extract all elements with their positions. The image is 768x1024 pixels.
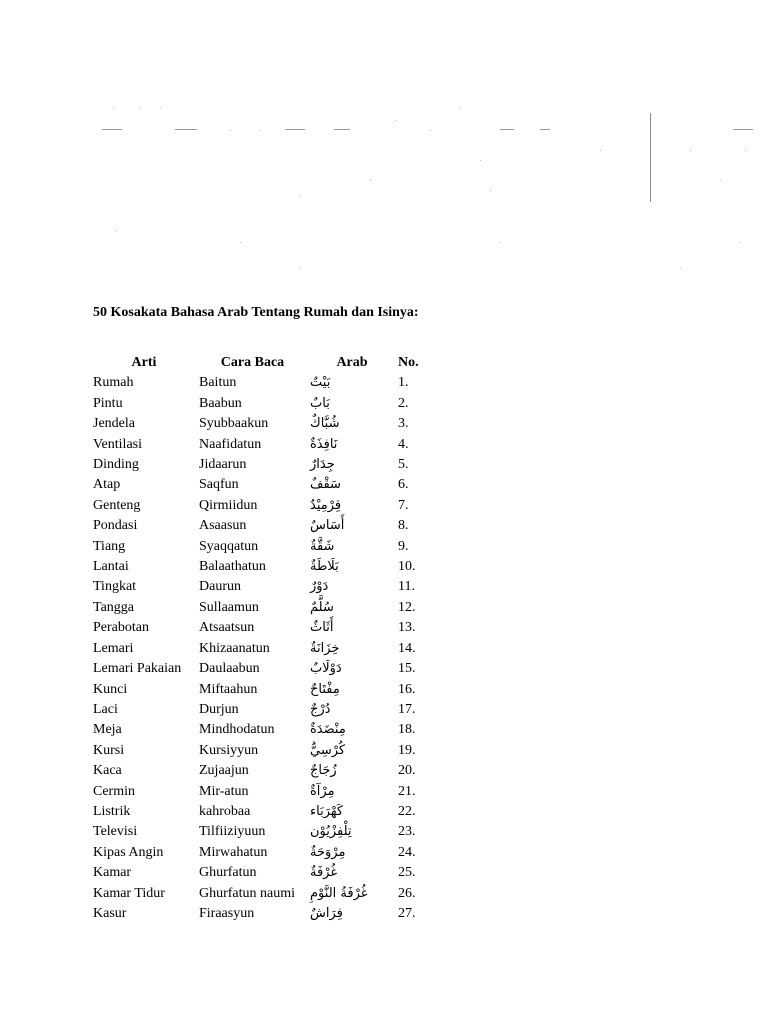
cell-no: 8. (398, 518, 409, 534)
table-row (91, 516, 440, 536)
cell-cara-baca: Kursiyyun (199, 742, 259, 758)
cell-arab: دَوْلَابٌ (310, 661, 342, 677)
cell-arti: Kaca (93, 763, 122, 779)
column-header-cara-baca: Cara Baca (220, 355, 285, 370)
cell-arab: أَثَاثٌ (310, 620, 334, 636)
cell-arab: مِرْآةٌ (310, 783, 335, 799)
table-row (91, 884, 440, 904)
cell-no: 3. (398, 416, 409, 432)
cell-arti: Meja (93, 722, 122, 738)
cell-cara-baca: Durjun (199, 701, 239, 717)
table-row (91, 414, 440, 434)
cell-arab: شُبَّاكٌ (310, 416, 340, 432)
cell-no: 27. (398, 905, 416, 921)
table-row (91, 598, 440, 618)
cell-arti: Tiang (93, 538, 126, 554)
table-row (91, 455, 440, 475)
table-row (91, 782, 440, 802)
table-row (91, 537, 440, 557)
cell-no: 26. (398, 885, 416, 901)
cell-arab: فِرَاشٌ (310, 905, 343, 921)
cell-cara-baca: Atsaatsun (199, 620, 255, 636)
cell-cara-baca: Mirwahatun (199, 844, 268, 860)
cell-cara-baca: Ghurfatun naumi (199, 885, 296, 901)
table-header-row (91, 353, 440, 373)
vocabulary-table (91, 353, 440, 924)
cell-arab: نَافِذَةٌ (310, 436, 338, 452)
cell-arti: Perabotan (93, 620, 149, 636)
cell-arti: Kamar (93, 865, 132, 881)
table-row (91, 639, 440, 659)
cell-no: 15. (398, 661, 416, 677)
cell-cara-baca: Sullaamun (199, 599, 259, 615)
table-body (91, 373, 440, 924)
cell-cara-baca: Qirmiidun (199, 497, 258, 513)
table-row (91, 394, 440, 414)
cell-cara-baca: Syaqqatun (199, 538, 259, 554)
cell-arti: Kipas Angin (93, 844, 164, 860)
table-row (91, 741, 440, 761)
cell-arti: Lemari (93, 640, 134, 656)
cell-arti: Atap (93, 477, 121, 493)
cell-no: 14. (398, 640, 416, 656)
cell-arti: Tingkat (93, 579, 137, 595)
cell-cara-baca: Zujaajun (199, 763, 249, 779)
table-row (91, 435, 440, 455)
cell-arab: دَوْرٌ (310, 579, 329, 595)
cell-arti: Televisi (93, 824, 138, 840)
cell-no: 17. (398, 701, 416, 717)
cell-arab: قِرْمِيْدٌ (310, 497, 342, 513)
cell-arab: غُرْفَةٌ (310, 865, 338, 881)
cell-arab: بَيْتٌ (310, 375, 331, 391)
table-row (91, 577, 440, 597)
cell-arab: مِنْضَدَةٌ (310, 722, 346, 738)
cell-arti: Kasur (93, 905, 127, 921)
cell-arab: سُلَّمٌ (310, 599, 334, 615)
cell-cara-baca: Baabun (199, 395, 242, 411)
cell-arti: Pondasi (93, 518, 138, 534)
cell-arab: كَهْرَبَاء (310, 803, 344, 819)
cell-arab: شَقَّةٌ (310, 538, 335, 554)
cell-cara-baca: Naafidatun (199, 436, 262, 452)
cell-arti: Kursi (93, 742, 125, 758)
cell-cara-baca: Balaathatun (199, 559, 266, 575)
cell-no: 5. (398, 457, 409, 473)
cell-cara-baca: Syubbaakun (199, 416, 269, 432)
table-row (91, 822, 440, 842)
cell-arti: Rumah (93, 375, 134, 391)
cell-no: 2. (398, 395, 409, 411)
cell-no: 25. (398, 865, 416, 881)
cell-arti: Jendela (93, 416, 135, 432)
cell-no: 21. (398, 783, 416, 799)
table-row (91, 680, 440, 700)
cell-arti: Cermin (93, 783, 135, 799)
table-row (91, 373, 440, 393)
table-row (91, 863, 440, 883)
cell-cara-baca: Asaasun (199, 518, 247, 534)
cell-arti: Kunci (93, 681, 128, 697)
column-header-no: No. (398, 355, 419, 370)
table-row (91, 904, 440, 924)
cell-cara-baca: Baitun (199, 375, 237, 391)
cell-no: 18. (398, 722, 416, 738)
cell-cara-baca: Ghurfatun (199, 865, 257, 881)
cell-arab: غُرْفَةُ النَّوْمِ (310, 885, 368, 901)
cell-no: 16. (398, 681, 416, 697)
cell-no: 1. (398, 375, 409, 391)
table-row (91, 761, 440, 781)
cell-no: 6. (398, 477, 409, 493)
cell-cara-baca: Khizaanatun (199, 640, 270, 656)
cell-arti: Listrik (93, 803, 131, 819)
column-header-arab: Arab (336, 355, 368, 370)
table-row (91, 802, 440, 822)
cell-cara-baca: kahrobaa (199, 803, 251, 819)
cell-cara-baca: Daulaabun (199, 661, 260, 677)
cell-cara-baca: Tilfiiziyuun (199, 824, 266, 840)
cell-arti: Lemari Pakaian (93, 661, 182, 677)
table-row (91, 475, 440, 495)
cell-cara-baca: Miftaahun (199, 681, 258, 697)
cell-arti: Laci (93, 701, 118, 717)
cell-no: 20. (398, 763, 416, 779)
cell-arti: Lantai (93, 559, 129, 575)
cell-arab: كُرْسِيٌّ (310, 742, 346, 758)
cell-arti: Kamar Tidur (93, 885, 165, 901)
cell-cara-baca: Daurun (199, 579, 241, 595)
cell-cara-baca: Saqfun (199, 477, 239, 493)
table-row (91, 843, 440, 863)
cell-arti: Ventilasi (93, 436, 142, 452)
column-header-arti: Arti (131, 355, 157, 370)
cell-arab: زُجَاجٌ (310, 763, 337, 779)
cell-arti: Tangga (93, 599, 135, 615)
cell-cara-baca: Mir-atun (199, 783, 249, 799)
cell-no: 11. (398, 579, 415, 595)
cell-no: 12. (398, 599, 416, 615)
cell-no: 7. (398, 497, 409, 513)
cell-cara-baca: Jidaarun (199, 457, 247, 473)
table-row (91, 557, 440, 577)
cell-no: 23. (398, 824, 416, 840)
cell-no: 4. (398, 436, 409, 452)
cell-no: 13. (398, 620, 416, 636)
cell-arti: Pintu (93, 395, 123, 411)
cell-arti: Dinding (93, 457, 139, 473)
cell-arab: بَلَاطَةٌ (310, 559, 339, 575)
cell-arab: مِفْتَاحٌ (310, 681, 340, 697)
cell-arab: مِرْوَحَةٌ (310, 844, 346, 860)
cell-arab: جِدَارٌ (310, 457, 335, 473)
cell-arab: تِلْفِزْيُوْن (310, 824, 352, 840)
cell-no: 19. (398, 742, 416, 758)
cell-cara-baca: Firaasyun (199, 905, 255, 921)
table-row (91, 659, 440, 679)
table-row (91, 496, 440, 516)
cell-arab: بَابٌ (310, 395, 330, 411)
cell-no: 9. (398, 538, 409, 554)
cell-arab: سَقْفٌ (310, 477, 341, 493)
cell-arab: أَسَاسٌ (310, 518, 345, 534)
cell-cara-baca: Mindhodatun (199, 722, 275, 738)
cell-arab: خِزَانَةٌ (310, 640, 340, 656)
cell-no: 24. (398, 844, 416, 860)
page-title: 50 Kosakata Bahasa Arab Tentang Rumah dan Isinya: (93, 305, 419, 320)
cell-no: 10. (398, 559, 416, 575)
table-row (91, 618, 440, 638)
cell-no: 22. (398, 803, 416, 819)
cell-arab: دُرْجٌ (310, 701, 331, 717)
table-row (91, 720, 440, 740)
table-row (91, 700, 440, 720)
cell-arti: Genteng (93, 497, 141, 513)
